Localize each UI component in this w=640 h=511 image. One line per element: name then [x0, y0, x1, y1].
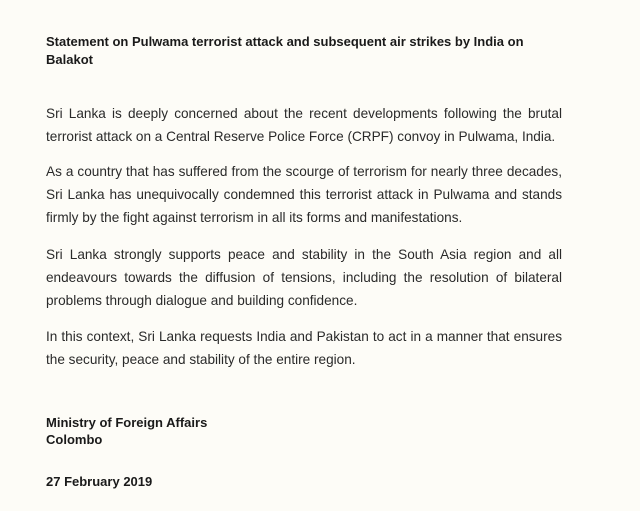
paragraph-peace-support: Sri Lanka strongly supports peace and stability in the South Asia region and all endeavours towards the diffusion of tensions, including the resolution of bilateral problems through dialogue and building confidence.	[46, 247, 562, 308]
paragraph-request: In this context, Sri Lanka requests India and Pakistan to act in a manner that ensures the security, peace and stability of the entire region.	[46, 329, 562, 367]
signature-organization: Ministry of Foreign Affairs	[46, 415, 208, 430]
signature-block	[46, 414, 207, 448]
signature-location: Colombo	[46, 432, 103, 447]
statement-title: Statement on Pulwama terrorist attack and subsequent air strikes by India on Balakot	[46, 34, 524, 67]
paragraph-condemnation: As a country that has suffered from the scourge of terrorism for nearly three decades, Sri Lanka has unequivocally condemned this terrorist attack in Pulwama and stands firmly by the fight against terrorism in all its forms and manifestations.	[46, 164, 562, 225]
paragraph-concern: Sri Lanka is deeply concerned about the recent developments following the brutal terrorist attack on a Central Reserve Police Force (CRPF) convoy in Pulwama, India.	[46, 106, 562, 144]
statement-date: 27 February 2019	[46, 474, 153, 489]
